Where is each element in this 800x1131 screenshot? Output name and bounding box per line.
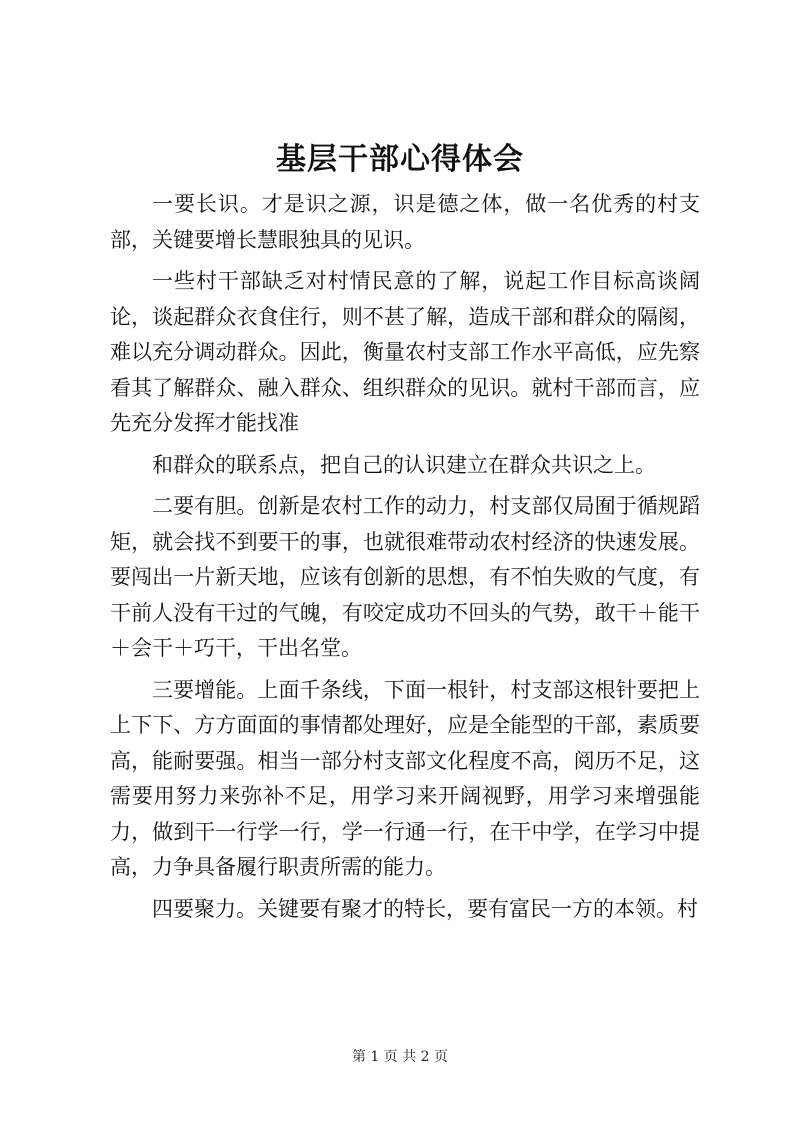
paragraph-3: 和群众的联系点，把自己的认识建立在群众共识之上。 [152, 452, 656, 477]
paragraph-5: 三要增能。上面千条线，下面一根针，村支部这根针要把上上下下、方方面面的事情都处理好，应是全能型的干部，素质要高，能耐要强。相当一部分村支部文化程度不高，阅历不足，这需要用努力来弥补不足，用学习来开阔视野，用学习来增强能力，做到干一行学一行，学一行通一行，在干中学，在学习中提高，力争具备履行职责所需的能力。 [110, 677, 700, 879]
paragraph-6: 四要聚力。关键要有聚才的特长，要有富民一方的本领。村 [152, 896, 698, 921]
page-number-footer: 第 1 页 共 2 页 [351, 1049, 449, 1065]
document-body [110, 187, 700, 927]
paragraph-4: 二要有胆。创新是农村工作的动力，村支部仅局囿于循规蹈矩，就会找不到要干的事，也就很难带动农村经济的快速发展。要闯出一片新天地，应该有创新的思想，有不怕失败的气度，有干前人没有干过的气魄，有咬定成功不回头的气势，敢干＋能干＋会干＋巧干，干出名堂。 [110, 494, 700, 660]
paragraph-2: 一些村干部缺乏对村情民意的了解，说起工作目标高谈阔论，谈起群众衣食住行，则不甚了解，造成干部和群众的隔阂，难以充分调动群众。因此，衡量农村支部工作水平高低，应先察看其了解群众、融入群众、组织群众的见识。就村干部而言，应先充分发挥才能找准 [110, 269, 700, 435]
paragraph-1: 一要长识。才是识之源，识是德之体，做一名优秀的村支部，关键要增长慧眼独具的见识。 [110, 192, 700, 252]
document-title: 基层干部心得体会 [276, 142, 524, 177]
